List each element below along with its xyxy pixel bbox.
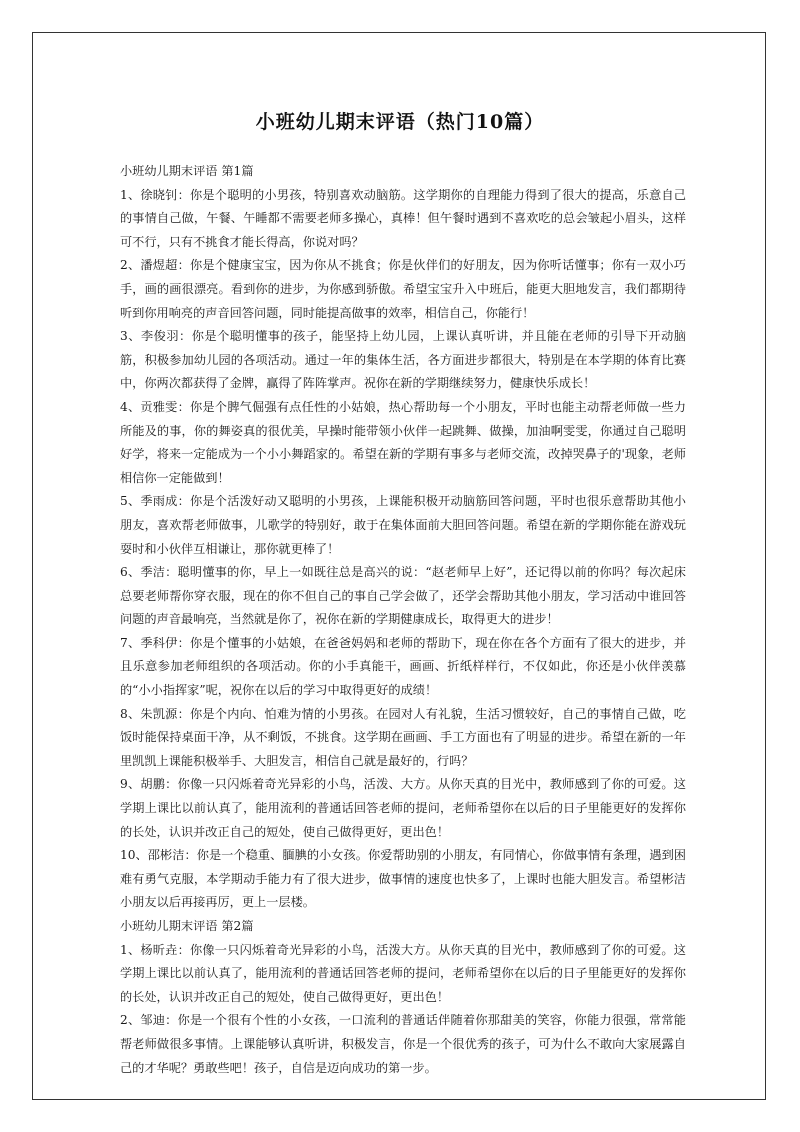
document-title: 小班幼儿期末评语（热门10篇） (255, 111, 545, 133)
comment-paragraph: 8、朱凯源：你是个内向、怕难为情的小男孩。在园对人有礼貌，生活习惯较好，自己的事情自己做，吃饭时能保持桌面干净，从不剩饭，不挑食。这学期在画画、手工方面也有了明显的进步。希望在新的一年里凯凯上课能积极举手、大胆发言，相信自己就是最好的，行吗？ (120, 706, 686, 768)
comment-paragraph: 3、李俊羽：你是个聪明懂事的孩子，能坚持上幼儿园，上课认真听讲，并且能在老师的引导下开动脑筋，积极参加幼儿园的各项活动。通过一年的集体生活，各方面进步都很大，特别是在本学期的体育比赛中，你两次都获得了金牌，赢得了阵阵掌声。祝你在新的学期继续努力，健康快乐成长！ (120, 329, 686, 391)
comment-paragraph: 2、邹迪：你是一个很有个性的小女孩，一口流利的普通话伴随着你那甜美的笑容，你能力很强，常常能帮老师做很多事情。上课能够认真听讲，积极发言，你是一个很优秀的孩子，可为什么不敢向大家展露自己的才华呢？勇敢些吧！孩子，自信是迈向成功的第一步。 (120, 1013, 686, 1075)
section-heading: 小班幼儿期末评语 第2篇 (120, 919, 254, 933)
comment-paragraph: 10、邵彬洁：你是一个稳重、腼腆的小女孩。你爱帮助别的小朋友，有同情心，你做事情有条理，遇到困难有勇气克服，本学期动手能力有了很大进步，做事情的速度也快多了，上课时也能大胆发言。希望彬洁小朋友以后再接再厉，更上一层楼。 (120, 848, 686, 910)
comment-paragraph: 9、胡鹏：你像一只闪烁着奇光异彩的小鸟，活泼、大方。从你天真的目光中，教师感到了你的可爱。这学期上课比以前认真了，能用流利的普通话回答老师的提问，老师希望你在以后的日子里能更好的发挥你的长处，认识并改正自己的短处，使自己做得更好，更出色！ (120, 777, 686, 839)
comment-paragraph: 2、潘煜超：你是个健康宝宝，因为你从不挑食；你是伙伴们的好朋友，因为你听话懂事；你有一双小巧手，画的画很漂亮。看到你的进步，为你感到骄傲。希望宝宝升入中班后，能更大胆地发言，我们都期待听到你用响亮的声音回答问题，同时能提高做事的效率，相信自己，你能行！ (120, 258, 686, 320)
comment-paragraph: 7、季科伊：你是个懂事的小姑娘，在爸爸妈妈和老师的帮助下，现在你在各个方面有了很大的进步，并且乐意参加老师组织的各项活动。你的小手真能干，画画、折纸样样行，不仅如此，你还是小伙伴羡慕的“小小指挥家”呢，祝你在以后的学习中取得更好的成绩！ (120, 635, 686, 698)
document-body (120, 160, 686, 1080)
comment-paragraph: 1、杨昕垚：你像一只闪烁着奇光异彩的小鸟，活泼大方。从你天真的目光中，教师感到了你的可爱。这学期上课比以前认真了，能用流利的普通话回答老师的提问，老师希望你在以后的日子里能更好的发挥你的长处，认识并改正自己的短处，使自己做得更好，更出色！ (120, 942, 686, 1004)
comment-paragraph: 5、季雨成：你是个活泼好动又聪明的小男孩，上课能积极开动脑筋回答问题，平时也很乐意帮助其他小朋友，喜欢帮老师做事，儿歌学的特别好，敢于在集体面前大胆回答问题。希望在新的学期你能在游戏玩耍时和小伙伴互相谦让，那你就更棒了！ (120, 494, 686, 556)
section-heading: 小班幼儿期末评语 第1篇 (120, 164, 254, 178)
comment-paragraph: 1、徐晓钊：你是个聪明的小男孩，特别喜欢动脑筋。这学期你的自理能力得到了很大的提高，乐意自己的事情自己做，午餐、午睡都不需要老师多操心，真棒！但午餐时遇到不喜欢吃的总会皱起小眉头，这样可不行，只有不挑食才能长得高，你说对吗？ (120, 187, 686, 249)
comment-paragraph: 4、贡雅雯：你是个脾气倔强有点任性的小姑娘，热心帮助每一个小朋友，平时也能主动帮老师做一些力所能及的事，你的舞姿真的很优美，早操时能带领小伙伴一起跳舞、做操，加油啊雯雯，你通过自己聪明好学，将来一定能成为一个小小舞蹈家的。希望在新的学期有事多与老师交流，改掉哭鼻子的'现象，老师相信你一定能做到！ (120, 399, 686, 485)
comment-paragraph: 6、季洁：聪明懂事的你，早上一如既往总是高兴的说：“赵老师早上好”，还记得以前的你吗？每次起床总要老师帮你穿衣服，现在的你不但自己的事自己学会做了，还学会帮助其他小朋友，学习活动中谁回答问题的声音最响亮，当然就是你了，祝你在新的学期健康成长，取得更大的进步！ (120, 565, 686, 627)
